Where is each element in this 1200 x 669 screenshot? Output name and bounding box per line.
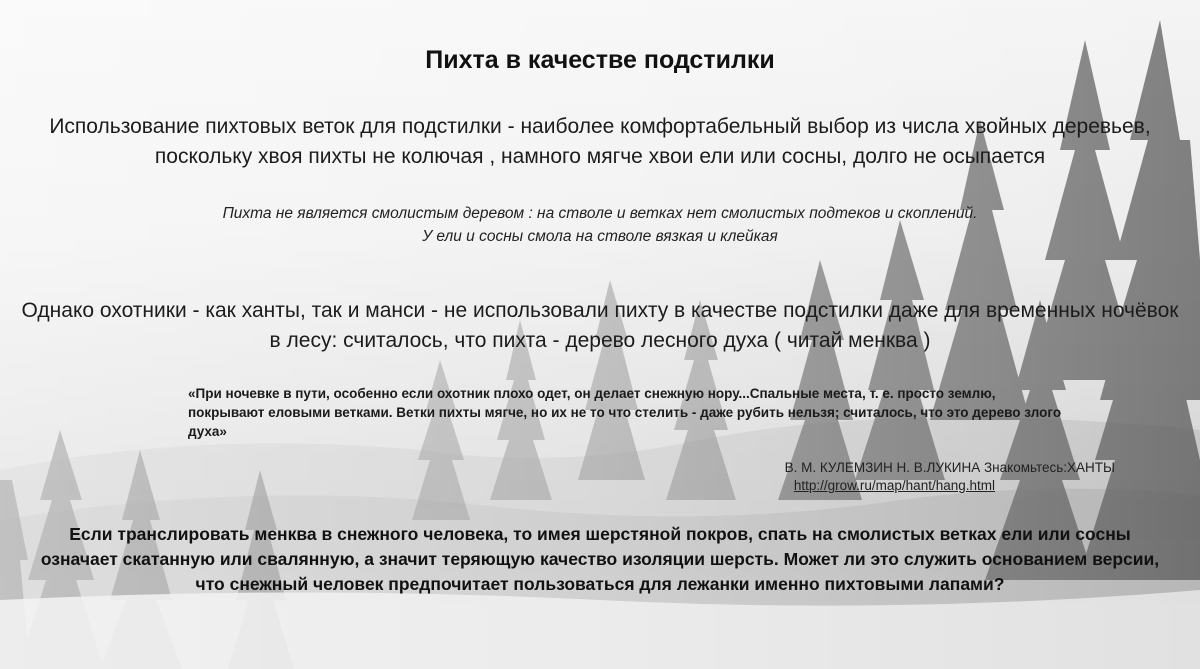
citation-authors: В. М. КУЛЕМЗИН Н. В.ЛУКИНА Знакомьтесь:ХАНТЫ [784, 460, 1115, 475]
italic-note [20, 202, 1180, 248]
citation-link[interactable]: http://grow.ru/map/hant/hang.html [793, 478, 995, 493]
slide-title: Пихта в качестве подстилки [425, 46, 775, 74]
italic-note-line-1: Пихта не является смолистым деревом : на стволе и ветках нет смолистых подтеков и скоплений. [222, 205, 978, 222]
conclusion-paragraph: Если транслировать менква в снежного человека, то имея шерстяной покров, спать на смолистых ветках ели или сосны означает скатанную или свалянную, а значит теряющую качество изоляции шерсть. Может ли это служить основанием версии, что снежный человек предпочитает пользоваться для лежанки именно пихтовыми лапами? [40, 524, 1160, 594]
quote-block: «При ночевке в пути, особенно если охотник плохо одет, он делает снежную нору...Спальные места, т. е. просто землю, покрывают еловыми ветками. Ветки пихты мягче, но их не то что стелить - даже рубить нельзя; считалось, что это дерево злого духа» [188, 386, 1062, 439]
intro-paragraph: Использование пихтовых веток для подстилки - наиболее комфортабельный выбор из числа хвойных деревьев, поскольку хвоя пихты не колючая , намного мягче хвои ели или сосны, долго не осыпается [49, 115, 1151, 168]
hunters-paragraph: Однако охотники - как ханты, так и манси - не использовали пихту в качестве подстилки даже для временных ночёвок в лесу: считалось, что пихта - дерево лесного духа ( читай менква ) [21, 299, 1179, 352]
italic-note-line-2: У ели и сосны смола на стволе вязкая и клейкая [422, 228, 778, 245]
